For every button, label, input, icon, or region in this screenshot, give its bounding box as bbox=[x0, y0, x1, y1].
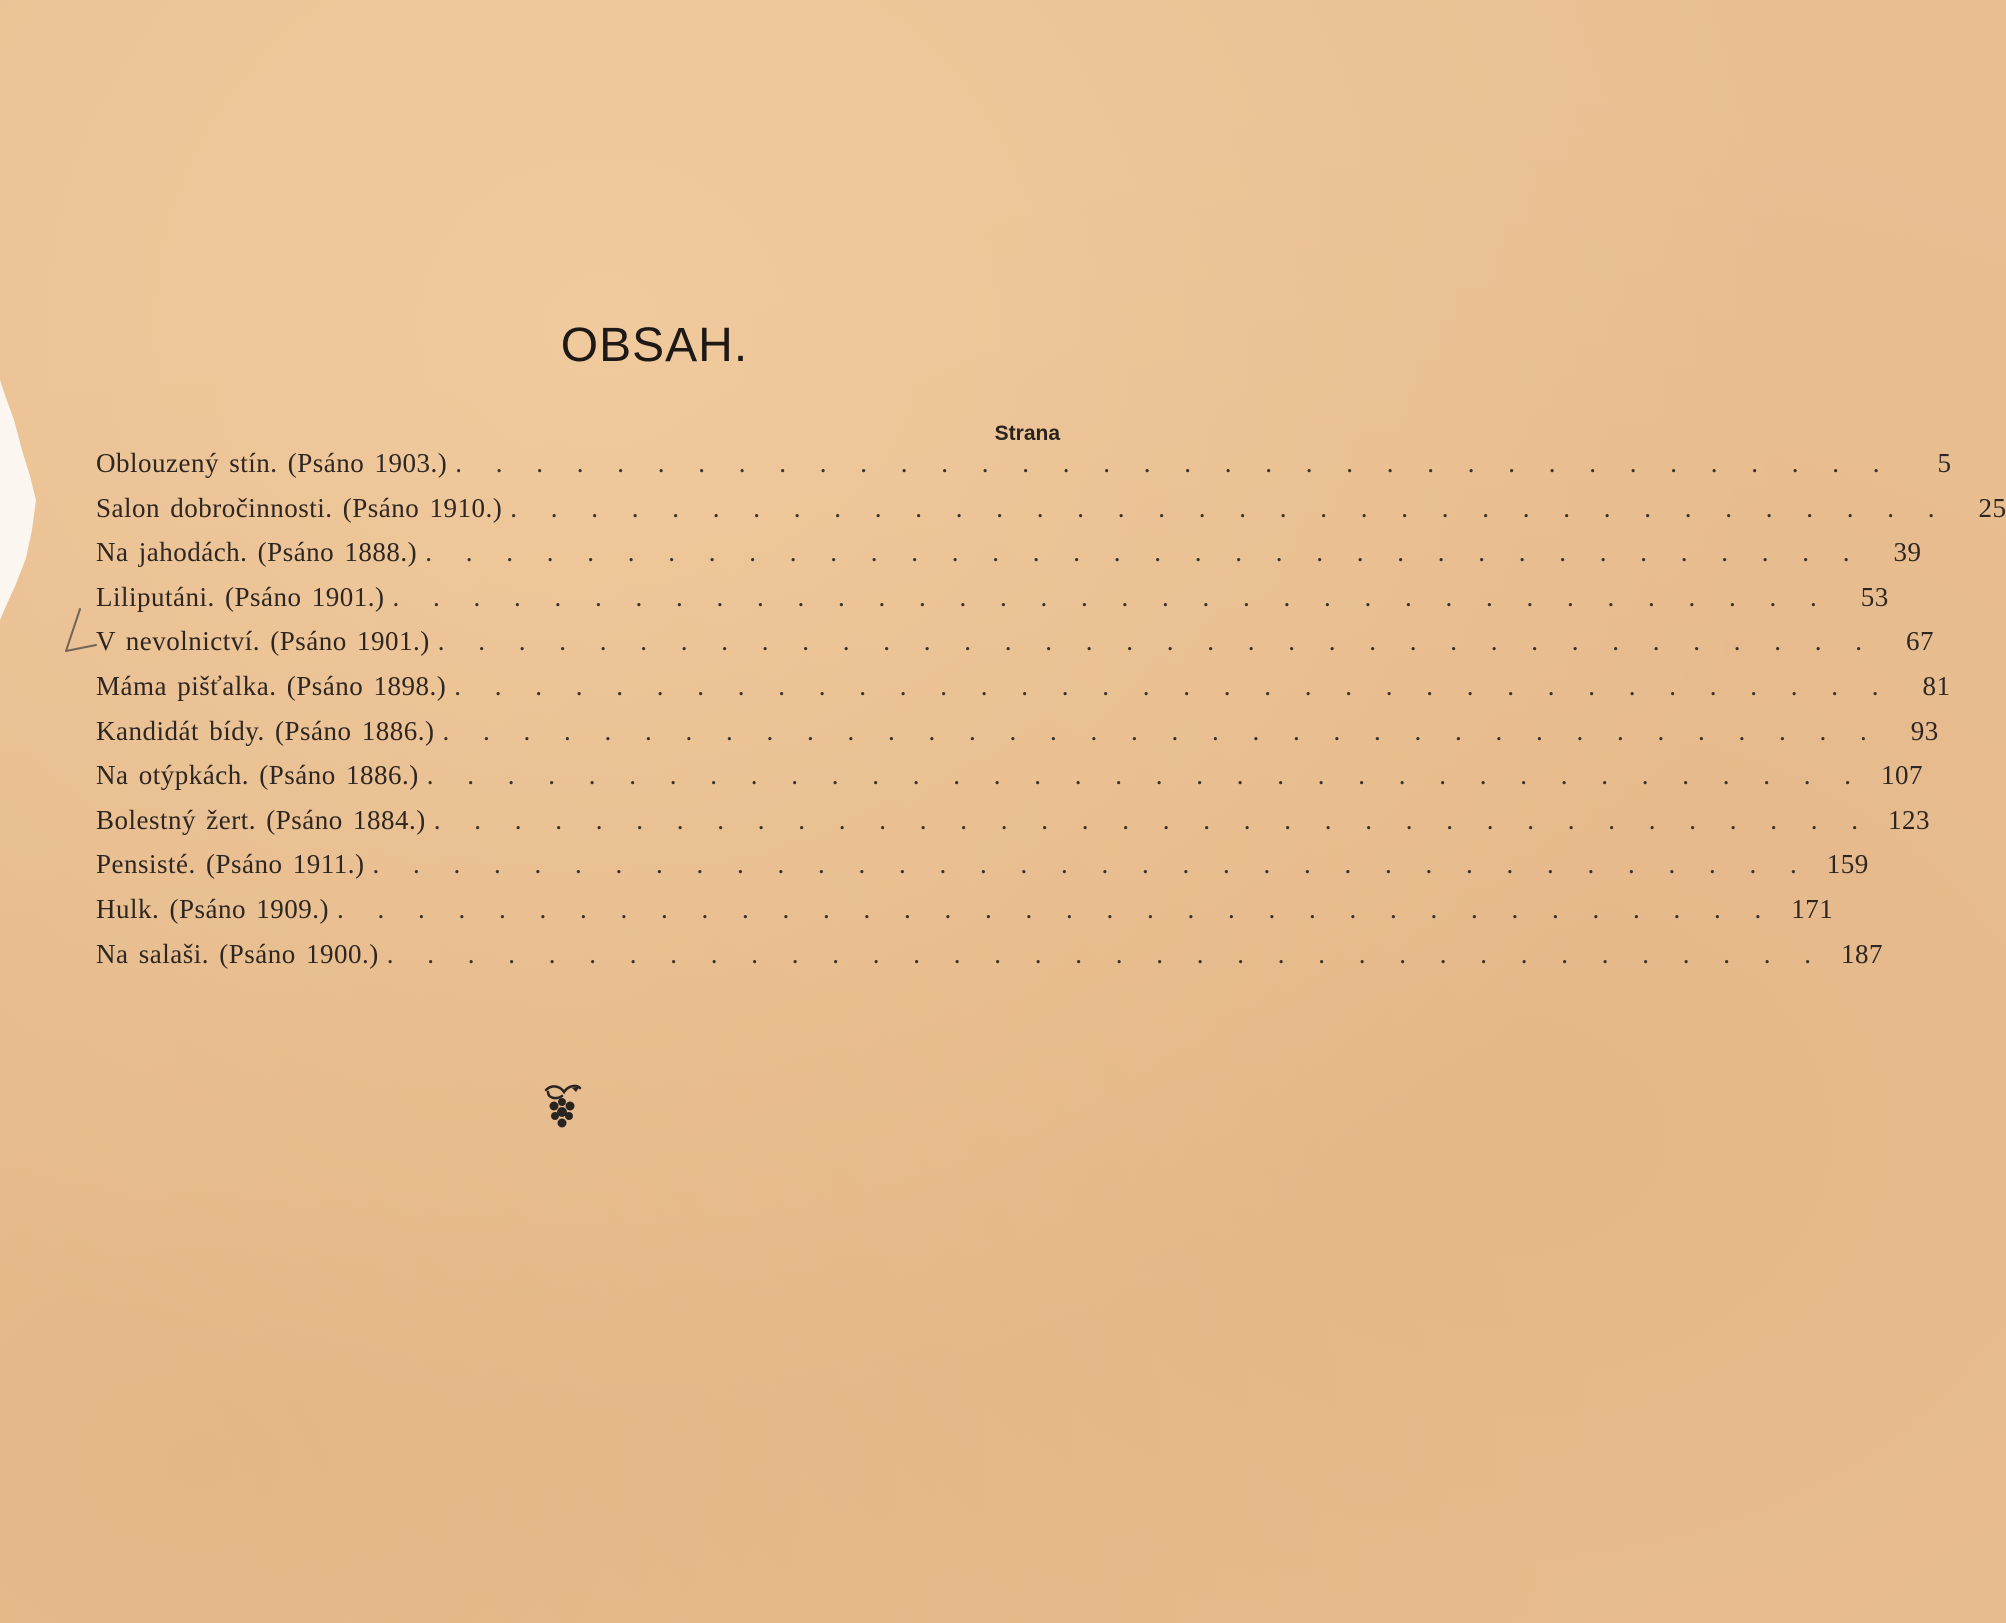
toc-entry-page: 25 bbox=[1978, 492, 2006, 523]
dot-leader: . . . . . . . . . . . . . . . . . . . . . . . . . . . . . . . . . . . . bbox=[392, 581, 1829, 612]
toc-entry-page: 5 bbox=[1937, 448, 1952, 478]
toc-entry-page: 171 bbox=[1791, 893, 1834, 924]
toc-entry-title: V nevolnictví. (Psáno 1901.) bbox=[96, 626, 430, 657]
pencil-mark-icon bbox=[60, 607, 100, 657]
dot-leader: . . . . . . . . . . . . . . . . . . . . . . . . . . . . . . . . . . . . bbox=[337, 893, 1774, 924]
toc-entry bbox=[96, 715, 1939, 761]
toc-entry bbox=[96, 448, 1952, 493]
toc-entry-title: Salon dobročinnosti. (Psáno 1910.) bbox=[96, 492, 503, 523]
toc-entry-title: Liliputáni. (Psáno 1901.) bbox=[96, 581, 385, 612]
dot-leader: . . . . . . . . . . . . . . . . . . . . . . . . . . . . . . . . . . . . bbox=[442, 715, 1879, 746]
dot-leader: . . . . . . . . . . . . . . . . . . . . . . . . . . . . . . . . . . . . bbox=[437, 626, 1874, 657]
toc-entry bbox=[96, 849, 1869, 894]
table-of-contents bbox=[96, 448, 2006, 983]
page-title: OBSAH. bbox=[560, 319, 749, 372]
grape-cluster-ornament-icon bbox=[542, 1082, 582, 1134]
page-column-label: Strana bbox=[994, 422, 1060, 445]
toc-entry bbox=[96, 670, 1951, 716]
toc-entry-title: Na jahodách. (Psáno 1888.) bbox=[96, 537, 418, 568]
toc-entry-page: 53 bbox=[1860, 581, 1889, 612]
toc-entry bbox=[96, 893, 1834, 939]
toc-entry bbox=[96, 626, 1934, 671]
toc-entry-title: Bolestný žert. (Psáno 1884.) bbox=[96, 804, 426, 835]
toc-entry-page: 187 bbox=[1840, 938, 1883, 969]
toc-entry bbox=[96, 760, 1923, 805]
toc-entry-title: Oblouzený stín. (Psáno 1903.) bbox=[96, 448, 448, 478]
toc-entry bbox=[96, 581, 1889, 627]
toc-entry-page: 93 bbox=[1910, 715, 1939, 746]
toc-entry-page: 123 bbox=[1887, 804, 1930, 835]
toc-entry-title: Pensisté. (Psáno 1911.) bbox=[96, 849, 365, 880]
dot-leader: . . . . . . . . . . . . . . . . . . . . . . . . . . . . . . . . . . . . bbox=[372, 849, 1809, 880]
toc-entry-title: Máma pišťalka. (Psáno 1898.) bbox=[96, 670, 447, 701]
toc-entry-page: 39 bbox=[1893, 537, 1922, 568]
toc-entry bbox=[96, 804, 1930, 850]
toc-entry-page: 159 bbox=[1826, 849, 1869, 880]
toc-entry bbox=[96, 492, 2006, 538]
toc-entry-page: 81 bbox=[1922, 670, 1951, 701]
toc-entry-title: Hulk. (Psáno 1909.) bbox=[96, 893, 329, 924]
toc-entry-page: 67 bbox=[1905, 626, 1934, 657]
toc-entry-title: Na otýpkách. (Psáno 1886.) bbox=[96, 760, 419, 791]
dot-leader: . . . . . . . . . . . . . . . . . . . . . . . . . . . . . . . . . . . . bbox=[455, 448, 1892, 478]
toc-entry bbox=[96, 938, 1883, 984]
toc-entry bbox=[96, 537, 1922, 582]
dot-leader: . . . . . . . . . . . . . . . . . . . . . . . . . . . . . . . . . . . . bbox=[426, 760, 1863, 791]
dot-leader: . . . . . . . . . . . . . . . . . . . . . . . . . . . . . . . . . . . . bbox=[425, 537, 1862, 568]
dot-leader: . . . . . . . . . . . . . . . . . . . . . . . . . . . . . . . . . . . . bbox=[433, 804, 1870, 835]
toc-entry-title: Na salaši. (Psáno 1900.) bbox=[96, 938, 379, 969]
dot-leader: . . . . . . . . . . . . . . . . . . . . . . . . . . . . . . . . . . . . bbox=[454, 670, 1891, 701]
toc-entry-page: 107 bbox=[1880, 760, 1923, 791]
dot-leader: . . . . . . . . . . . . . . . . . . . . . . . . . . . . . . . . . . . . bbox=[386, 938, 1823, 969]
dot-leader: . . . . . . . . . . . . . . . . . . . . . . . . . . . . . . . . . . . . bbox=[510, 492, 1947, 523]
toc-entry-title: Kandidát bídy. (Psáno 1886.) bbox=[96, 715, 435, 746]
torn-edge bbox=[0, 380, 40, 620]
